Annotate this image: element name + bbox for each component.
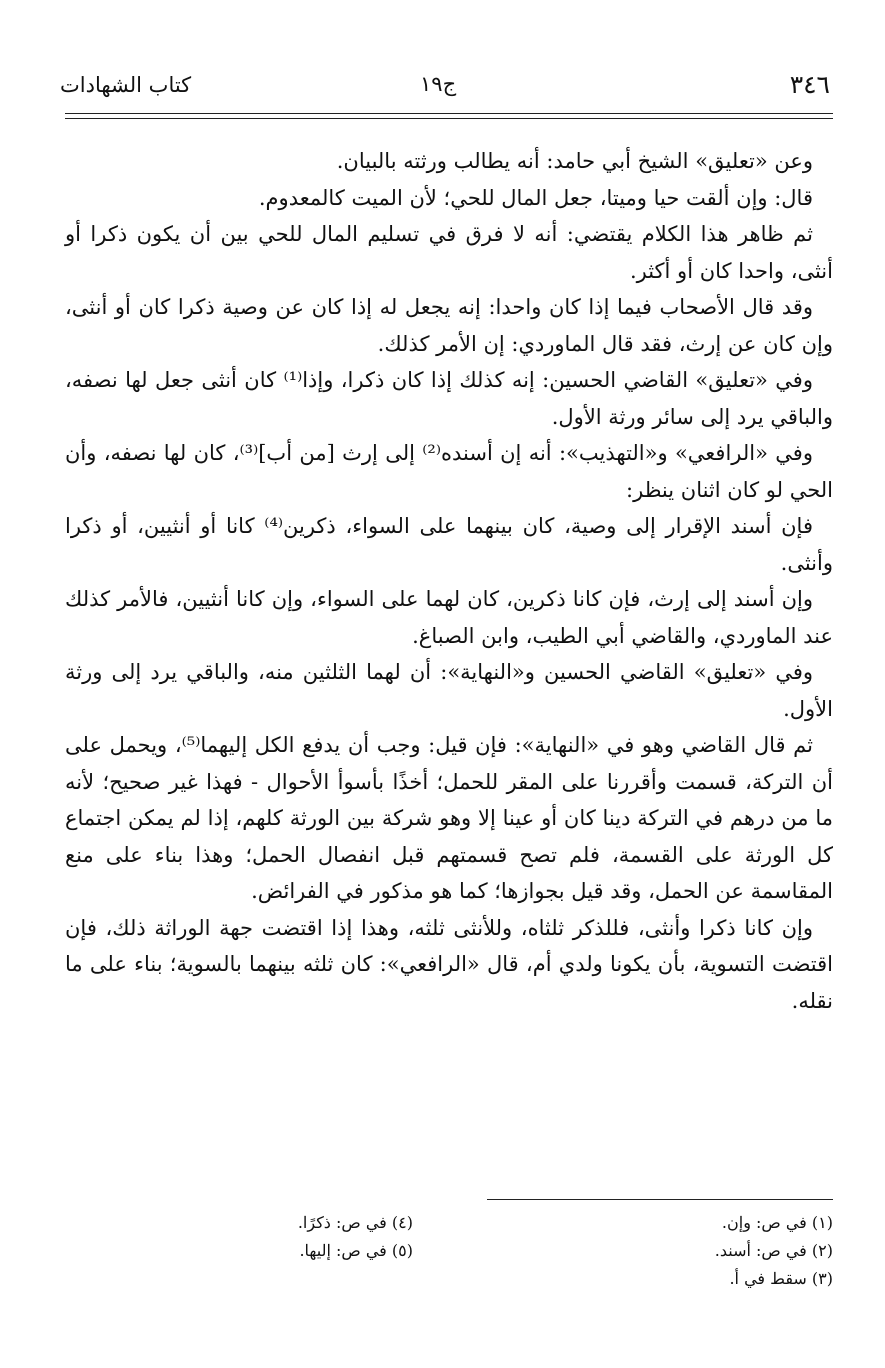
footnotes-column-left xyxy=(83,1209,413,1265)
paragraph: وفي «تعليق» القاضي الحسين: إنه كذلك إذا كان ذكرا، وإذا⁽¹⁾ كان أنثى جعل لها نصفه، والباقي يرد إلى سائر ورثة الأول. xyxy=(65,368,833,429)
paragraph: وفي «تعليق» القاضي الحسين و«النهاية»: أن لهما الثلثين منه، والباقي يرد إلى ورثة الأول. xyxy=(65,660,833,721)
running-head xyxy=(60,70,830,110)
footnote: (٢) في ص: أسند. xyxy=(714,1241,833,1260)
paragraph: وعن «تعليق» الشيخ أبي حامد: أنه يطالب ورثته بالبيان. xyxy=(336,149,813,173)
book-title: كتاب الشهادات xyxy=(60,73,192,97)
paragraph: فإن أسند الإقرار إلى وصية، كان بينهما على السواء، ذكرين⁽⁴⁾ كانا أو أنثيين، أو ذكرا وأنثى. xyxy=(65,514,833,575)
paragraph: ثم ظاهر هذا الكلام يقتضي: أنه لا فرق في تسليم المال للحي بين أن يكون ذكرا أو أنثى، واحدا كان أو أكثر. xyxy=(65,222,833,283)
footnote: (١) في ص: وإن. xyxy=(721,1213,833,1232)
page-number: ٣٤٦ xyxy=(789,70,830,99)
footnote-separator xyxy=(487,1199,833,1200)
footnote: (٤) في ص: ذكرًا. xyxy=(297,1213,413,1232)
paragraph: وإن أسند إلى إرث، فإن كانا ذكرين، كان لهما على السواء، وإن كانا أنثيين، فالأمر كذلك عند الماوردي، والقاضي أبي الطيب، وابن الصباغ. xyxy=(65,587,833,648)
header-rule-top xyxy=(65,113,833,114)
paragraph: وقد قال الأصحاب فيما إذا كان واحدا: إنه يجعل له إذا كان عن وصية ذكرا كان أو أنثى، وإن كان عن إرث، فقد قال الماوردي: إن الأمر كذلك. xyxy=(65,295,833,356)
paragraph: وإن كانا ذكرا وأنثى، فللذكر ثلثاه، وللأنثى ثلثه، وهذا إذا اقتضت جهة الوراثة ذلك، فإن اقتضت التسوية، بأن يكونا ولدي أم، قال «الرافعي»: كان ثلثه بينهما بالسوية؛ بناء على ما نقله. xyxy=(65,915,833,1013)
main-text xyxy=(65,143,833,1019)
footnote: (٣) سقط في أ. xyxy=(729,1269,833,1288)
paragraph: وفي «الرافعي» و«التهذيب»: أنه إن أسنده⁽²⁾ إلى إرث [من أب]⁽³⁾، كان لها نصفه، وأن الحي لو كان اثنان ينظر: xyxy=(65,441,833,502)
footnote: (٥) في ص: إليها. xyxy=(299,1241,413,1260)
paragraph: قال: وإن ألقت حيا وميتا، جعل المال للحي؛ لأن الميت كالمعدوم. xyxy=(258,185,813,210)
footnotes xyxy=(65,1209,833,1319)
footnotes-column-right xyxy=(473,1209,833,1293)
volume-number: ج١٩ xyxy=(420,72,457,96)
header-rule-bottom xyxy=(65,118,833,119)
paragraph: ثم قال القاضي وهو في «النهاية»: فإن قيل: وجب أن يدفع الكل إليهما⁽⁵⁾، ويحمل على أن التركة، قسمت وأقررنا على المقر للحمل؛ أخذًا بأسوأ الأحوال - فهذا غير صحيح؛ لأنه ما من درهم في التركة دينا كان أو عينا إلا وهو شركة بين الورثة كلهم، إذا لم يمكن اجتماع كل الورثة على القسمة، فلم تصح قسمتهم قبل انفصال الحمل؛ وهذا بناء على منع المقاسمة عن الحمل، وقد قيل بجوازها؛ كما هو مذكور في الفرائض. xyxy=(65,733,833,903)
